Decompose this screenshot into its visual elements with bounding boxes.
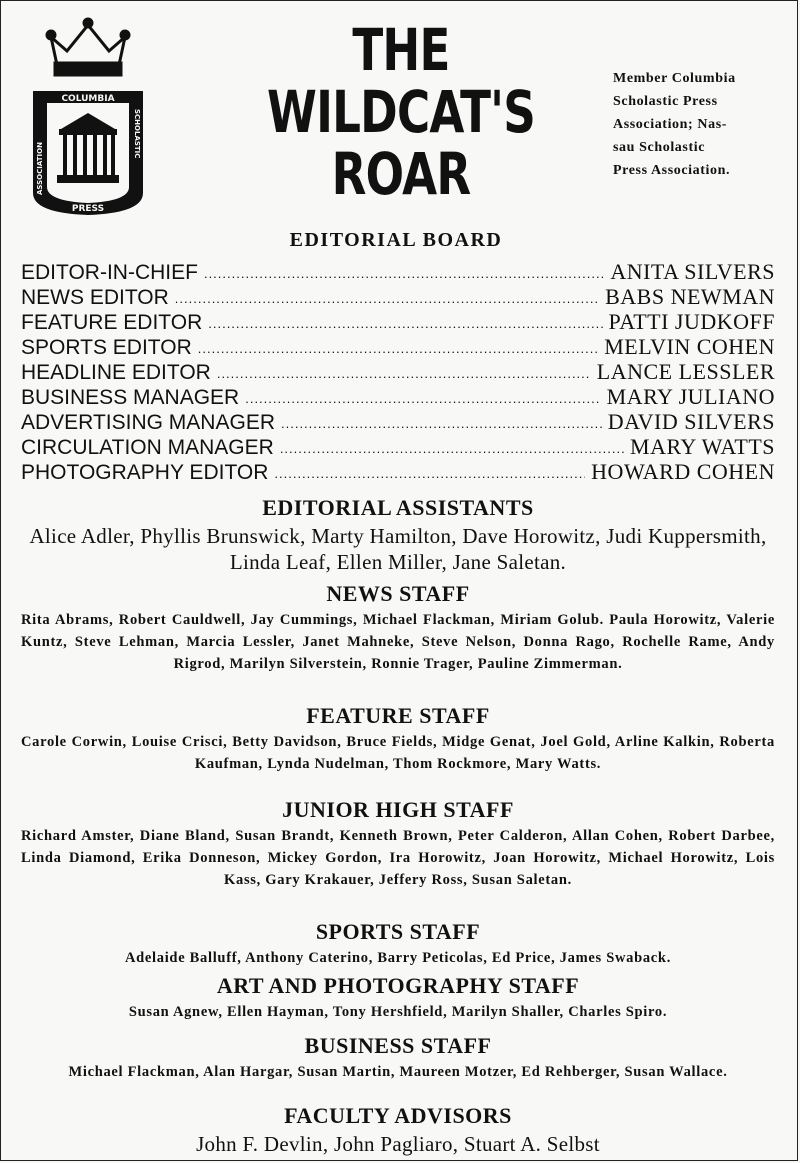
leader-dots bbox=[245, 386, 600, 411]
seal-text-right: SCHOLASTIC bbox=[133, 109, 141, 159]
sports-staff-section bbox=[21, 919, 775, 969]
seal-text-left: ASSOCIATION bbox=[36, 142, 44, 195]
junior-high-staff-names: Richard Amster, Diane Bland, Susan Brandt, Kenneth Brown, Peter Calderon, Allan Cohen, Robert Darbee, Linda Diamond, Erika Donneson, Mickey Gordon, Ira Horowitz, Joan Horowitz, Michael Horowitz, Lois Kass, Gary Krakauer, Jeffery Ross, Susan Saletan. bbox=[21, 828, 775, 888]
masthead bbox=[1, 1, 797, 221]
sports-staff-heading: SPORTS STAFF bbox=[315, 919, 481, 944]
membership-line: sau Scholastic bbox=[613, 140, 706, 155]
business-staff-names: Michael Flackman, Alan Hargar, Susan Martin, Maureen Motzer, Ed Rehberger, Susan Wallace. bbox=[68, 1064, 728, 1080]
seal-text-bottom: PRESS bbox=[71, 204, 105, 214]
board-role: EDITOR-IN-CHIEF bbox=[21, 261, 198, 284]
board-name: ANITA SILVERS bbox=[610, 259, 775, 284]
faculty-advisors-names: John F. Devlin, John Pagliaro, Stuart A. Selbst bbox=[196, 1132, 600, 1156]
junior-high-staff-section bbox=[21, 797, 775, 891]
board-name: DAVID SILVERS bbox=[607, 409, 775, 434]
board-row bbox=[21, 384, 775, 409]
board-row bbox=[21, 409, 775, 434]
board-name: HOWARD COHEN bbox=[591, 459, 775, 484]
board-name: MARY JULIANO bbox=[606, 384, 775, 409]
feature-staff-section bbox=[21, 703, 775, 775]
board-row bbox=[21, 359, 775, 384]
board-role: NEWS EDITOR bbox=[21, 286, 169, 309]
business-staff-heading: BUSINESS STAFF bbox=[304, 1033, 492, 1058]
editorial-board-heading: EDITORIAL BOARD bbox=[289, 229, 503, 251]
board-role: BUSINESS MANAGER bbox=[21, 386, 240, 409]
board-row bbox=[21, 284, 775, 309]
leader-dots bbox=[204, 261, 604, 286]
editorial-assistants-names: Alice Adler, Phyllis Brunswick, Marty Hamilton, Dave Horowitz, Judi Kuppersmith, Linda Leaf, Ellen Miller, Jane Saletan. bbox=[29, 524, 767, 574]
board-row bbox=[21, 309, 775, 334]
membership-line: Association; Nas- bbox=[613, 117, 728, 132]
editorial-board-list bbox=[21, 259, 775, 484]
board-name: MELVIN COHEN bbox=[604, 334, 775, 359]
board-role: HEADLINE EDITOR bbox=[21, 361, 211, 384]
editorial-assistants-heading: EDITORIAL ASSISTANTS bbox=[262, 495, 534, 520]
news-staff-names: Rita Abrams, Robert Cauldwell, Jay Cummings, Michael Flackman, Miriam Golub. Paula Horowitz, Valerie Kuntz, Steve Lehman, Marcia Lessler, Janet Mahneke, Steve Nelson, Donna Rago, Rochelle Rame, Andy Rigrod, Marilyn Silverstein, Ronnie Trager, Pauline Zimmerman. bbox=[21, 612, 775, 672]
leader-dots bbox=[217, 361, 591, 386]
art-photography-staff-section bbox=[21, 973, 775, 1023]
board-role: SPORTS EDITOR bbox=[21, 336, 192, 359]
membership-line: Member Columbia bbox=[613, 71, 736, 86]
leader-dots bbox=[175, 286, 599, 311]
membership-line: Scholastic Press bbox=[613, 94, 718, 109]
news-staff-section bbox=[21, 581, 775, 675]
news-staff-heading: NEWS STAFF bbox=[326, 581, 470, 606]
board-role: FEATURE EDITOR bbox=[21, 311, 203, 334]
art-photography-staff-heading: ART AND PHOTOGRAPHY STAFF bbox=[216, 973, 580, 998]
leader-dots bbox=[281, 411, 602, 436]
leader-dots bbox=[274, 461, 585, 486]
business-staff-section bbox=[21, 1033, 775, 1083]
board-role: PHOTOGRAPHY EDITOR bbox=[21, 461, 269, 484]
membership-note bbox=[613, 67, 783, 182]
board-row bbox=[21, 334, 775, 359]
board-role: ADVERTISING MANAGER bbox=[21, 411, 275, 434]
leader-dots bbox=[208, 311, 602, 336]
board-name: BABS NEWMAN bbox=[605, 284, 775, 309]
junior-high-staff-heading: JUNIOR HIGH STAFF bbox=[282, 797, 514, 822]
title-line: WILDCAT'S bbox=[266, 78, 536, 146]
board-row bbox=[21, 459, 775, 484]
faculty-advisors-heading: FACULTY ADVISORS bbox=[284, 1103, 512, 1128]
title-line: ROAR bbox=[331, 140, 471, 208]
feature-staff-heading: FEATURE STAFF bbox=[306, 703, 490, 728]
board-name: LANCE LESSLER bbox=[596, 359, 775, 384]
title-line: THE bbox=[352, 16, 450, 84]
board-row bbox=[21, 434, 775, 459]
membership-line: Press Association. bbox=[613, 163, 731, 178]
sports-staff-names: Adelaide Balluff, Anthony Caterino, Barry Peticolas, Ed Price, James Swaback. bbox=[124, 950, 672, 966]
board-name: MARY WATTS bbox=[630, 434, 775, 459]
feature-staff-names: Carole Corwin, Louise Crisci, Betty Davidson, Bruce Fields, Midge Genat, Joel Gold, Arline Kalkin, Roberta Kaufman, Lynda Nudelman, Thom Rockmore, Mary Watts. bbox=[21, 734, 775, 772]
leader-dots bbox=[280, 436, 624, 461]
seal-text-top: COLUMBIA bbox=[61, 94, 115, 104]
faculty-advisors-section bbox=[21, 1103, 775, 1157]
art-photography-staff-names: Susan Agnew, Ellen Hayman, Tony Hershfield, Marilyn Shaller, Charles Spiro. bbox=[128, 1004, 668, 1020]
board-row bbox=[21, 259, 775, 284]
editorial-assistants-section bbox=[21, 495, 775, 575]
board-role: CIRCULATION MANAGER bbox=[21, 436, 274, 459]
leader-dots bbox=[198, 336, 598, 361]
board-name: PATTI JUDKOFF bbox=[608, 309, 775, 334]
